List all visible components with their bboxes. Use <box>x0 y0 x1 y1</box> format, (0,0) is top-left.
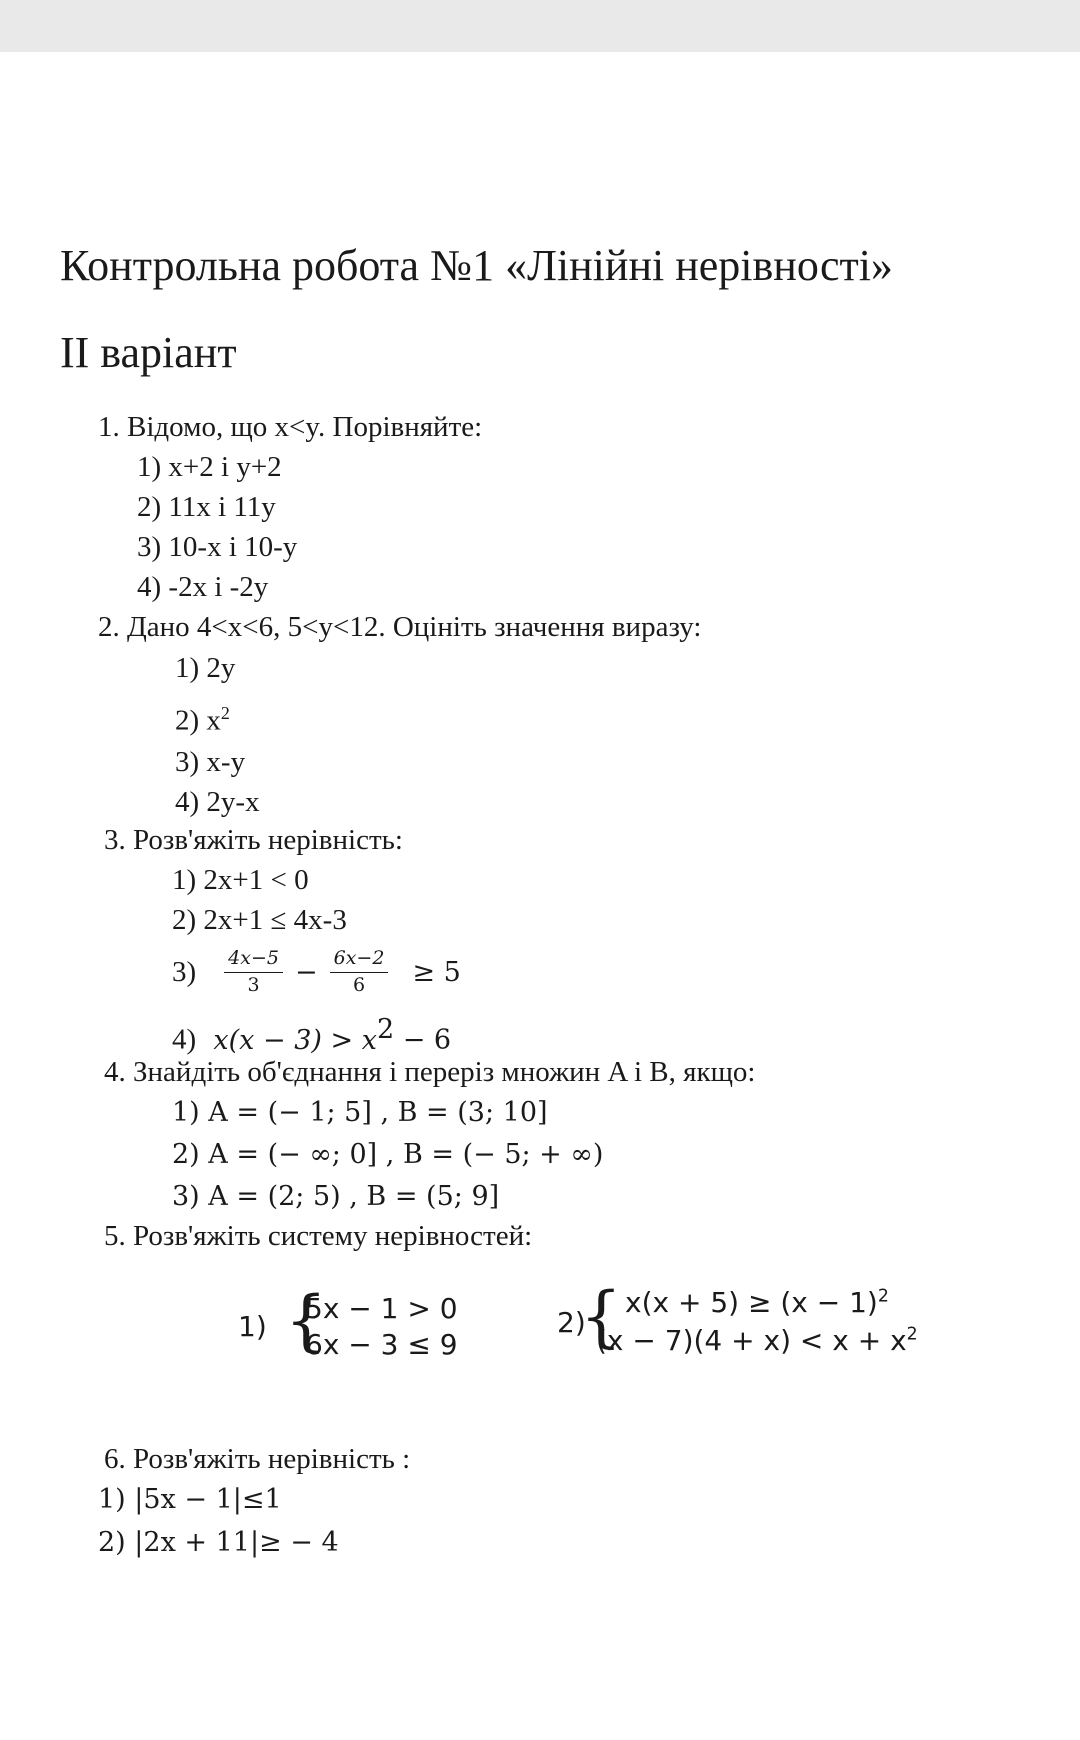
system-1-line2: 6x − 3 ≤ 9 <box>305 1328 458 1361</box>
task6-item: 2) |2x + 11|≥ − 4 <box>98 1527 339 1558</box>
task3-header: 3. Розв'яжіть нерівність: <box>104 824 403 856</box>
task3-item: 2) 2x+1 ≤ 4x-3 <box>172 904 347 936</box>
system-2-line1: $x(x + 5) \ge (x - 1)^2$ <box>625 1286 889 1319</box>
task6-header: 6. Розв'яжіть нерівність : <box>104 1443 411 1475</box>
task1-item: 2) 11x і 11y <box>137 491 276 523</box>
system-2-line2: $(x - 7)(4 + x) < x + x^2$ <box>596 1324 918 1357</box>
task6-item: 1) |5x − 1|≤1 <box>98 1484 282 1515</box>
task4-header: 4. Знайдіть об'єднання і переріз множин A і B, якщо: <box>104 1056 756 1088</box>
page-title: Контрольна робота №1 «Лінійні нерівності» <box>60 241 893 290</box>
system-1-line1: 5x − 1 > 0 <box>305 1292 458 1325</box>
fraction-2: $\frac{6x-2}{6}$ <box>330 948 389 997</box>
system-2-brace: { <box>580 1278 622 1355</box>
variant-heading: II варіант <box>60 328 237 377</box>
task1-item: 1) x+2 і y+2 <box>137 451 282 483</box>
task2-item: 4) 2y-x <box>175 786 260 818</box>
task1-header: 1. Відомо, що x<y. Порівняйте: <box>98 411 483 443</box>
task4-item: 3) A = (2; 5) , B = (5; 9] <box>172 1181 500 1212</box>
task2-item: 2) $x^2$ <box>175 703 230 737</box>
task2-header: 2. Дано 4<x<6, 5<y<12. Оцініть значення виразу: <box>98 611 702 643</box>
document-page <box>0 52 1080 1740</box>
system-1-brace: { <box>285 1282 327 1359</box>
task2-item: 3) x-y <box>175 746 246 778</box>
task1-item: 4) -2x і -2y <box>137 571 269 603</box>
top-bar <box>0 0 1080 52</box>
task4-item: 1) A = (− 1; 5] , B = (3; 10] <box>172 1097 548 1128</box>
task3-item-fraction: 3) $\frac{4x-5}{3}$ − $\frac{6x-2}{6}$ ≥ 5 <box>172 947 461 996</box>
task3-item: 1) 2x+1 < 0 <box>172 864 309 896</box>
system-2-label: 2) <box>557 1306 586 1339</box>
task4-item: 2) A = (− ∞; 0] , B = (− 5; + ∞) <box>172 1139 604 1170</box>
task1-item: 3) 10-x і 10-y <box>137 531 298 563</box>
fraction-1: $\frac{4x-5}{3}$ <box>224 948 283 997</box>
task3-item: 4) $x(x - 3) > x^2 - 6$ <box>172 1014 452 1056</box>
system-1-label: 1) <box>238 1310 267 1343</box>
task5-header: 5. Розв'яжіть систему нерівностей: <box>104 1220 533 1252</box>
task2-item: 1) 2y <box>175 652 236 684</box>
